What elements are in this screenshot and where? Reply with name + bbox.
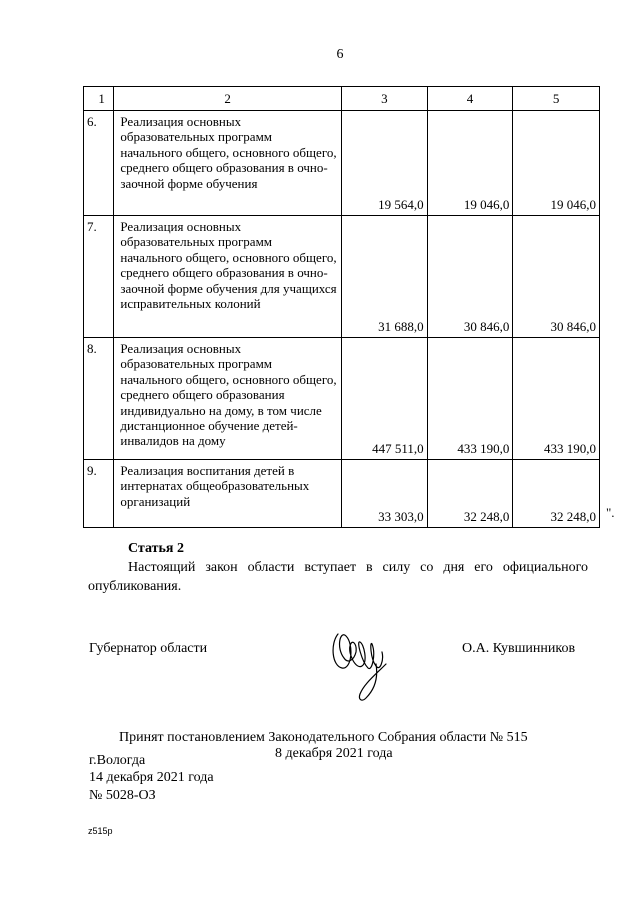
row-number: 6. [84,111,114,216]
row-name: Реализация воспитания детей в интернатах общеобразовательных организаций [114,460,342,528]
row-number: 7. [84,216,114,338]
page-number: 6 [336,47,344,62]
row-value-col3: 33 303,0 [341,460,427,528]
adoption-statement: Принят постановлением Законодательного Собрания области № 515 [119,730,528,745]
table-row [84,338,600,460]
table-header-row [84,87,600,111]
row-number: 9. [84,460,114,528]
article-text: Настоящий закон области вступает в силу со дня его официального опубликования. [88,560,588,594]
table-row [84,111,600,216]
row-value-col4: 32 248,0 [427,460,513,528]
handwritten-signature [326,614,394,704]
law-number: № 5028-ОЗ [89,788,156,803]
row-value-col5: 433 190,0 [513,338,600,460]
row-value-col5: 19 046,0 [513,111,600,216]
row-name: Реализация основных образовательных программ начального общего, основного общего, среднего общего образования в очно-заочной форме обучения для учащихся исправительных колоний [114,216,342,338]
table-row [84,216,600,338]
row-name: Реализация основных образовательных программ начального общего, основного общего, среднего общего образования в очно-заочной форме обучения [114,111,342,216]
row-number: 8. [84,338,114,460]
row-value-col4: 19 046,0 [427,111,513,216]
closing-quote-mark: ". [606,505,615,520]
header-col-1: 1 [84,87,114,111]
row-value-col4: 30 846,0 [427,216,513,338]
article-heading: Статья 2 [128,541,184,556]
adoption-date: 8 декабря 2021 года [275,746,393,761]
row-value-col5: 30 846,0 [513,216,600,338]
row-value-col3: 19 564,0 [341,111,427,216]
row-value-col5: 32 248,0 [513,460,600,528]
city: г.Вологда [89,753,146,768]
row-value-col3: 447 511,0 [341,338,427,460]
row-name: Реализация основных образовательных программ начального общего, основного общего, среднего общего образования индивидуально на дому, в том числе дистанционное обучение детей-инвалидов на дому [114,338,342,460]
document-code: z515р [88,826,113,836]
row-value-col3: 31 688,0 [341,216,427,338]
budget-table [83,86,600,528]
header-col-2: 2 [114,87,342,111]
row-value-col4: 433 190,0 [427,338,513,460]
header-col-5: 5 [513,87,600,111]
header-col-4: 4 [427,87,513,111]
table-row [84,460,600,528]
law-date: 14 декабря 2021 года [89,770,214,785]
signatory-title: Губернатор области [89,641,208,656]
signatory-name: О.А. Кувшинников [462,641,576,656]
header-col-3: 3 [341,87,427,111]
